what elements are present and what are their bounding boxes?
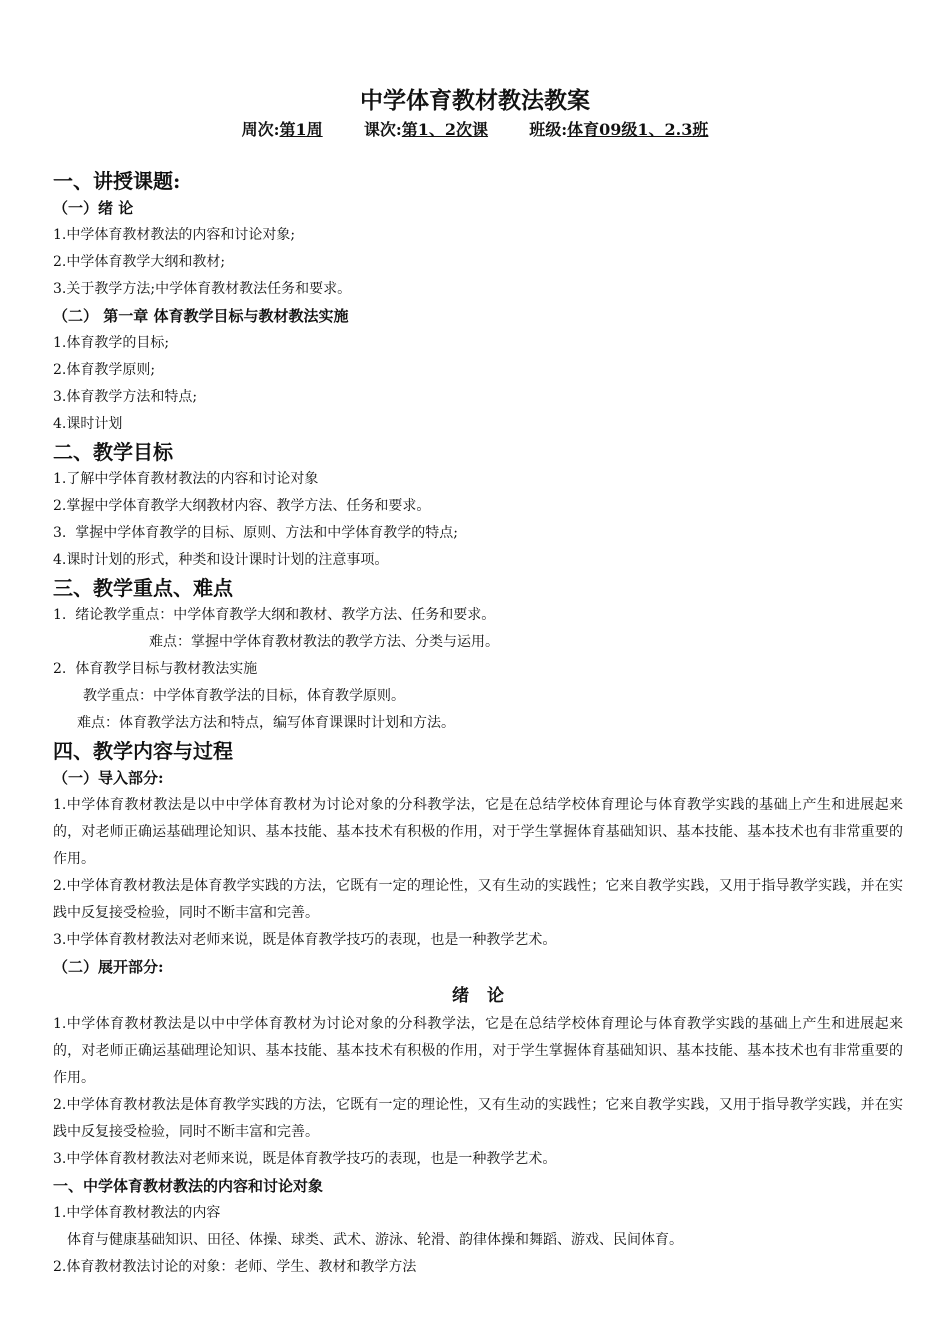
section-heading: 二、教学目标 <box>53 440 173 464</box>
document-body <box>53 167 903 1281</box>
lesson-meta <box>0 117 950 140</box>
key-point-line: 教学重点：中学体育教学法的目标，体育教学原则。 <box>83 688 405 704</box>
key-point-line: 2. 体育教学目标与教材教法实施 <box>53 661 258 677</box>
difficulty-line: 难点：体育教学法方法和特点，编写体育课课时计划和方法。 <box>77 715 455 731</box>
paragraph: 1.中学体育教材教法是以中中学体育教材为讨论对象的分科教学法，它是在总结学校体育理论与体育教学实践的基础上产生和进展起来的，对老师正确运基础理论知识、基本技能、基本技术有积极的作用，对于学生掌握体育基础知识、基本技能、基本技术也有非常重要的作用。 <box>53 1016 903 1086</box>
list-item: 3.体育教学方法和特点; <box>53 389 198 405</box>
list-item: 4.课时计划 <box>53 416 123 432</box>
paragraph: 3.中学体育教材教法对老师来说，既是体育教学技巧的表现，也是一种教学艺术。 <box>53 1151 557 1167</box>
subsection-heading: （一）导入部分: <box>53 769 164 787</box>
list-item: 2.掌握中学体育教学大纲教材内容、教学方法、任务和要求。 <box>53 498 431 514</box>
paragraph: 2.中学体育教材教法是体育教学实践的方法，它既有一定的理论性，又有生动的实践性；它来自教学实践，又用于指导教学实践，并在实践中反复接受检验，同时不断丰富和完善。 <box>53 1097 903 1140</box>
list-item: 4.课时计划的形式，种类和设计课时计划的注意事项。 <box>53 552 389 568</box>
class-label: 班级: <box>529 120 568 139</box>
list-item: 3. 掌握中学体育教学的目标、原则、方法和中学体育教学的特点; <box>53 525 458 541</box>
paragraph: 1.中学体育教材教法是以中中学体育教材为讨论对象的分科教学法，它是在总结学校体育理论与体育教学实践的基础上产生和进展起来的，对老师正确运基础理论知识、基本技能、基本技术有积极的作用，对于学生掌握体育基础知识、基本技能、基本技术也有非常重要的作用。 <box>53 797 903 867</box>
document-title: 中学体育教材教法教案 <box>360 87 590 114</box>
section-heading: 四、教学内容与过程 <box>53 739 233 763</box>
class-value: 体育09级1、2.3班 <box>567 120 709 139</box>
list-item: 1.中学体育教材教法的内容和讨论对象; <box>53 227 296 243</box>
list-item: 1.体育教学的目标; <box>53 335 170 351</box>
lesson-value: 第1、2次课 <box>401 120 489 139</box>
list-item: 2.体育教材教法讨论的对象：老师、学生、教材和教学方法 <box>53 1259 417 1275</box>
list-item: 1.中学体育教材教法的内容 <box>53 1205 221 1221</box>
subsection-heading: （一）绪 论 <box>53 199 134 217</box>
key-point-line: 1. 绪论教学重点：中学体育教学大纲和教材、教学方法、任务和要求。 <box>53 607 496 623</box>
subsection-heading: （二） 第一章 体育教学目标与教材教法实施 <box>53 307 349 325</box>
difficulty-line: 难点：掌握中学体育教材教法的教学方法、分类与运用。 <box>149 634 499 650</box>
week-value: 第1周 <box>279 120 323 139</box>
list-item: 3.关于教学方法;中学体育教材教法任务和要求。 <box>53 281 352 297</box>
section-heading: 三、教学重点、难点 <box>53 576 233 600</box>
paragraph: 3.中学体育教材教法对老师来说，既是体育教学技巧的表现，也是一种教学艺术。 <box>53 932 557 948</box>
lesson-label: 课次: <box>363 120 402 139</box>
subsection-heading: （二）展开部分: <box>53 958 164 976</box>
list-item: 1.了解中学体育教材教法的内容和讨论对象 <box>53 471 319 487</box>
list-item-detail: 体育与健康基础知识、田径、体操、球类、武术、游泳、轮滑、韵律体操和舞蹈、游戏、民间体育。 <box>67 1232 683 1248</box>
list-item: 2.中学体育教学大纲和教材; <box>53 254 226 270</box>
center-heading: 绪论 <box>452 986 522 1006</box>
week-label: 周次: <box>241 120 280 139</box>
paragraph: 2.中学体育教材教法是体育教学实践的方法，它既有一定的理论性，又有生动的实践性；它来自教学实践，又用于指导教学实践，并在实践中反复接受检验，同时不断丰富和完善。 <box>53 878 903 921</box>
section-heading: 一、讲授课题: <box>53 169 181 193</box>
list-item: 2.体育教学原则; <box>53 362 156 378</box>
subsection-heading: 一、中学体育教材教法的内容和讨论对象 <box>53 1177 324 1195</box>
